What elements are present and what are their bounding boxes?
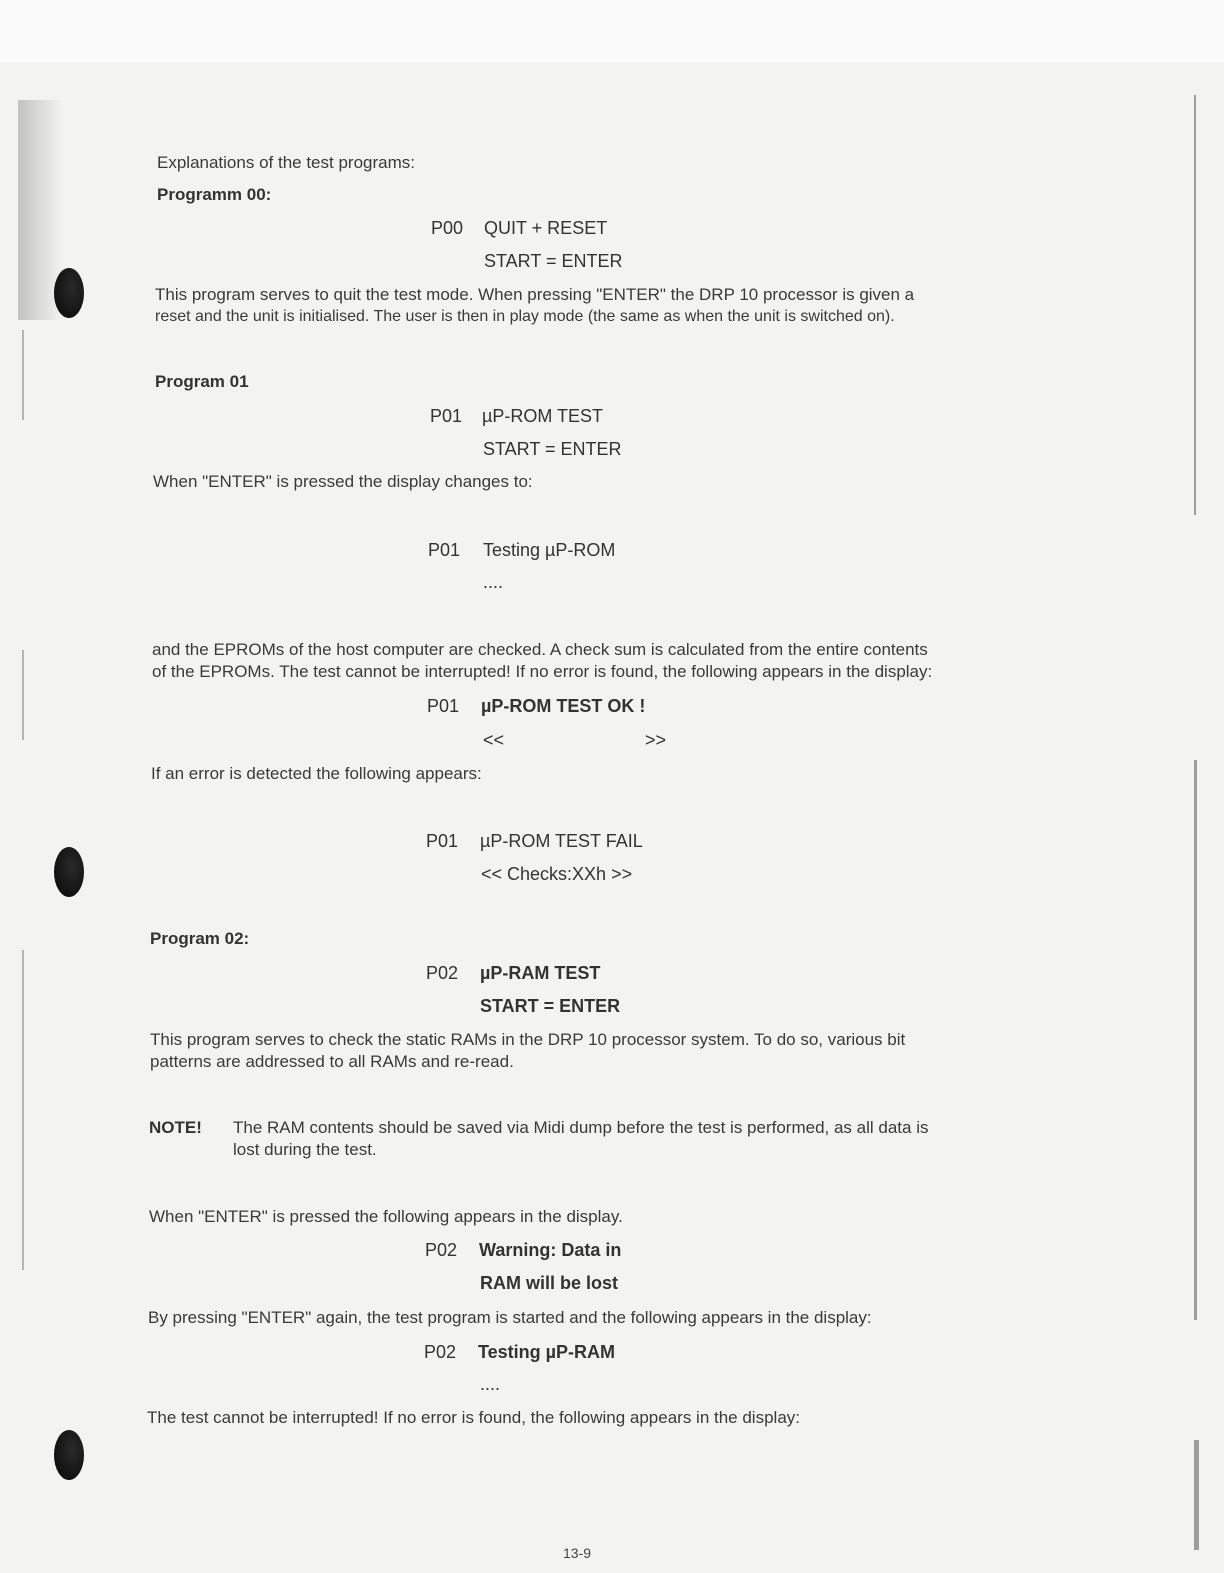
p02-when-enter: When "ENTER" is pressed the following appears in the display. [149, 1207, 623, 1226]
intro-text: Explanations of the test programs: [157, 153, 415, 172]
scan-right-edge [1194, 95, 1196, 515]
p01-ok-code: P01 [427, 696, 460, 716]
punch-hole [54, 1430, 84, 1480]
p02-final-text: The test cannot be interrupted! If no error is found, the following appears in the display: [147, 1408, 800, 1427]
p02-display-line1: µP-RAM TEST [480, 963, 601, 983]
p00-paragraph-line2: reset and the unit is initialised. The user is then in play mode (the same as when the unit is switched on). [155, 308, 895, 325]
scan-margin-line [22, 950, 24, 1270]
program-00-heading: Programm 00: [157, 185, 272, 204]
scan-margin-line [22, 650, 24, 740]
p01-ok-left-arrows: << [483, 730, 505, 750]
note-line2: lost during the test. [233, 1140, 377, 1159]
scan-margin-line [22, 330, 24, 420]
punch-hole [54, 268, 84, 318]
p01-testing-line2: .... [483, 572, 504, 592]
p01-ok-line1: µP-ROM TEST OK ! [481, 696, 646, 716]
p00-paragraph-line1: This program serves to quit the test mode. When pressing "ENTER" the DRP 10 processor is given a [155, 285, 915, 304]
p01-paragraph-line1: and the EPROMs of the host computer are checked. A check sum is calculated from the entire contents [152, 640, 928, 659]
p01-when-enter: When "ENTER" is pressed the display changes to: [153, 472, 533, 491]
p02-warn-code: P02 [425, 1240, 458, 1260]
p01-ok-right-arrows: >> [645, 730, 667, 750]
p01-testing-code: P01 [428, 540, 461, 560]
p01-fail-line1: µP-ROM TEST FAIL [480, 831, 643, 851]
p01-fail-code: P01 [426, 831, 459, 851]
p00-display-line1: QUIT + RESET [484, 218, 608, 238]
p02-warn-line2: RAM will be lost [480, 1273, 619, 1293]
p00-display-line2: START = ENTER [484, 251, 623, 271]
p01-paragraph-line2: of the EPROMs. The test cannot be interrupted! If no error is found, the following appears in the display: [152, 662, 933, 681]
p01-display-line1: µP-ROM TEST [482, 406, 604, 426]
scan-right-edge [1194, 1440, 1199, 1550]
p02-paragraph-line2: patterns are addressed to all RAMs and re-read. [150, 1052, 514, 1071]
p01-code: P01 [430, 406, 463, 426]
p02-testing-code: P02 [424, 1342, 457, 1362]
page-number: 13-9 [563, 1545, 592, 1561]
p02-again-text: By pressing "ENTER" again, the test program is started and the following appears in the display: [148, 1308, 872, 1327]
p02-warn-line1: Warning: Data in [479, 1240, 622, 1260]
p02-code: P02 [426, 963, 459, 983]
scan-top-edge [0, 0, 1224, 62]
scan-right-edge [1194, 760, 1197, 1320]
p01-fail-line2: << Checks:XXh >> [481, 864, 633, 884]
p02-paragraph-line1: This program serves to check the static RAMs in the DRP 10 processor system. To do so, various bit [150, 1030, 906, 1049]
note-line1: The RAM contents should be saved via Midi dump before the test is performed, as all data is [233, 1118, 929, 1137]
p02-testing-line2: .... [480, 1374, 501, 1394]
note-label: NOTE! [149, 1118, 202, 1137]
p02-display-line2: START = ENTER [480, 996, 621, 1016]
p01-error-intro: If an error is detected the following appears: [151, 764, 482, 783]
p01-display-line2: START = ENTER [483, 439, 622, 459]
p01-testing-line1: Testing µP-ROM [483, 540, 616, 560]
p00-code: P00 [431, 218, 464, 238]
program-01-heading: Program 01 [155, 372, 249, 391]
p02-testing-line1: Testing µP-RAM [478, 1342, 616, 1362]
punch-hole [54, 847, 84, 897]
program-02-heading: Program 02: [150, 929, 250, 948]
